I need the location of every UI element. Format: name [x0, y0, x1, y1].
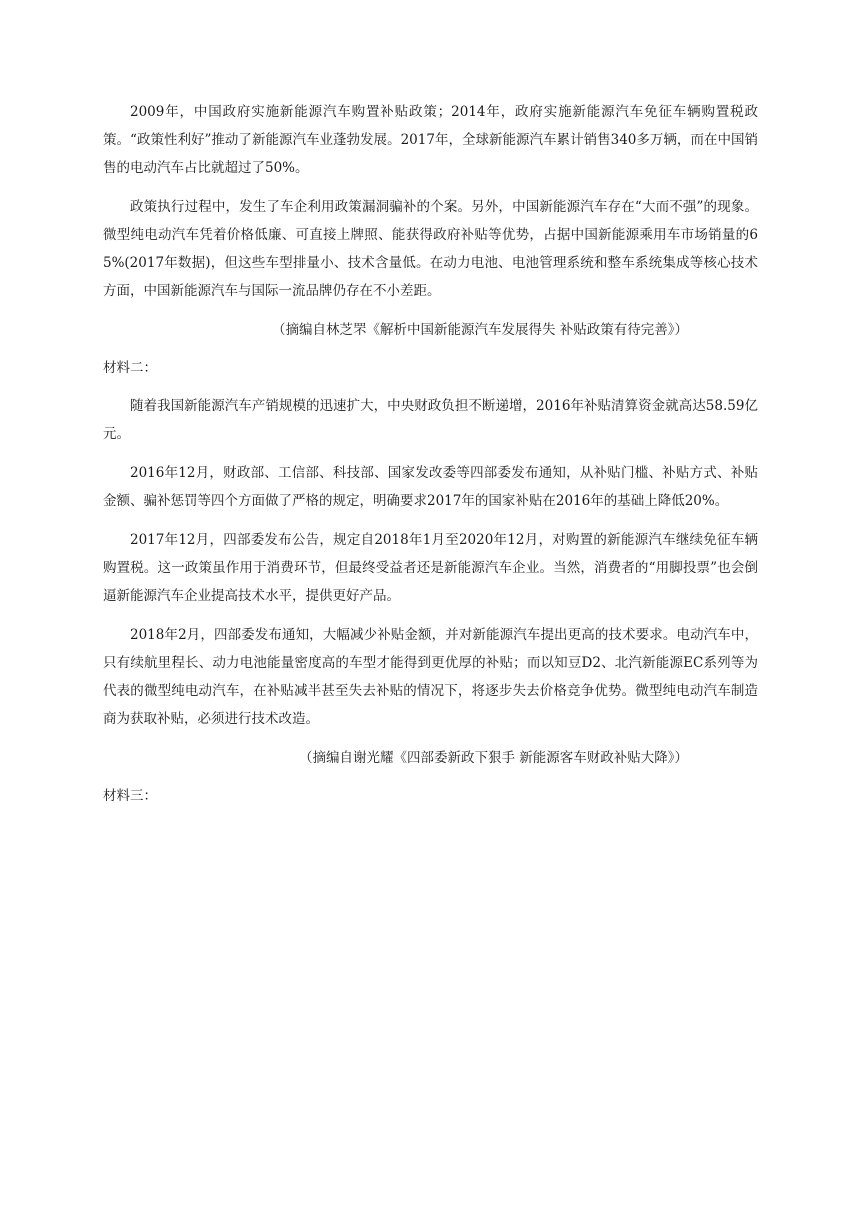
- source-citation-2: （摘编自谢光耀《四部委新政下狠手 新能源客车财政补贴大降》）: [298, 750, 688, 766]
- paragraph-policy-history: 2009年，中国政府实施新能源汽车购置补贴政策；2014年，政府实施新能源汽车免征车辆购置税政策。“政策性利好”推动了新能源汽车业蓬勃发展。2017年，全球新能源汽车累计销售340多万辆，而在中国销售的电动汽车占比就超过了50%。: [103, 104, 758, 176]
- paragraph-2018-notice: 2018年2月，四部委发布通知，大幅减少补贴金额，并对新能源汽车提出更高的技术要求。电动汽车中，只有续航里程长、动力电池能量密度高的车型才能得到更优厚的补贴；而以知豆D2、北汽新能源EC系列等为代表的微型纯电动汽车，在补贴减半甚至失去补贴的情况下，将逐步失去价格竞争优势。微型纯电动汽车制造商为获取补贴，必须进行技术改造。: [103, 627, 758, 727]
- paragraph-fiscal-burden: 随着我国新能源汽车产销规模的迅速扩大，中央财政负担不断递增，2016年补贴清算资金就高达58.59亿元。: [103, 398, 758, 442]
- source-citation-1: （摘编自林芝罘《解析中国新能源汽车发展得失 补贴政策有待完善》）: [271, 322, 688, 338]
- material-three-heading: 材料三：: [103, 788, 157, 804]
- document-page: [103, 98, 758, 820]
- material-two-heading: 材料二：: [103, 360, 157, 376]
- paragraph-2017-announcement: 2017年12月，四部委发布公告，规定自2018年1月至2020年12月，对购置的新能源汽车继续免征车辆购置税。这一政策虽作用于消费环节，但最终受益者还是新能源汽车企业。当然，消费者的“用脚投票”也会倒逼新能源汽车企业提高技术水平，提供更好产品。: [103, 532, 758, 604]
- paragraph-policy-issues: 政策执行过程中，发生了车企利用政策漏洞骗补的个案。另外，中国新能源汽车存在“大而不强”的现象。微型纯电动汽车凭着价格低廉、可直接上牌照、能获得政府补贴等优势，占据中国新能源乘用车市场销量的65%(2017年数据)，但这些车型排量小、技术含量低。在动力电池、电池管理系统和整车系统集成等核心技术方面，中国新能源汽车与国际一流品牌仍存在不小差距。: [103, 199, 758, 299]
- paragraph-2016-notice: 2016年12月，财政部、工信部、科技部、国家发改委等四部委发布通知，从补贴门槛、补贴方式、补贴金额、骗补惩罚等四个方面做了严格的规定，明确要求2017年的国家补贴在2016年的基础上降低20%。: [103, 465, 758, 509]
